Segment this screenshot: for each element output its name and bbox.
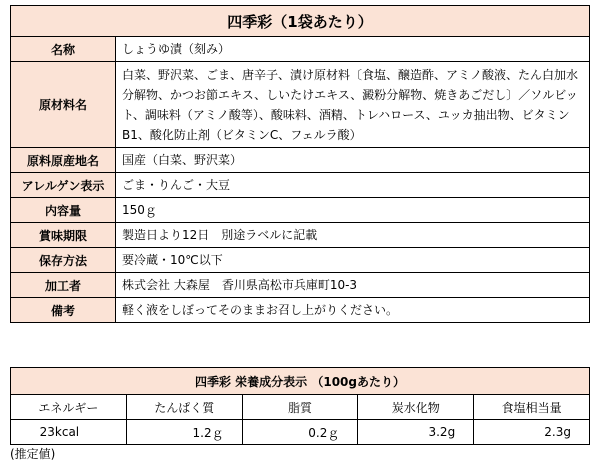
label-storage: 保存方法 bbox=[11, 248, 116, 273]
table-title: 四季彩（1袋あたり） bbox=[11, 6, 590, 37]
label-expiry: 賞味期限 bbox=[11, 223, 116, 248]
nutrition-value-fat: 0.2ｇ bbox=[242, 420, 358, 445]
value-ingredients: 白菜、野沢菜、ごま、唐辛子、漬け原材料〔食塩、醸造酢、アミノ酸液、たん白加水分解物、かつお節エキス、しいたけエキス、澱粉分解物、焼きあごだし〕／ソルビット、調味料（アミノ酸等）、酸味料、酒精、トレハロース、ユッカ抽出物、ビタミンB1、酸化防止剤（ビタミンC、フェルラ酸） bbox=[116, 62, 590, 148]
value-expiry: 製造日より12日 別途ラベルに記載 bbox=[116, 223, 590, 248]
nutrition-header-carbs: 炭水化物 bbox=[358, 395, 474, 420]
label-origin: 原料原産地名 bbox=[11, 148, 116, 173]
nutrition-header-energy: エネルギー bbox=[11, 395, 127, 420]
nutrition-header-salt: 食塩相当量 bbox=[474, 395, 590, 420]
value-content: 150ｇ bbox=[116, 198, 590, 223]
value-allergen: ごま・りんご・大豆 bbox=[116, 173, 590, 198]
nutrition-value-energy: 23kcal bbox=[11, 420, 127, 445]
label-allergen: アレルゲン表示 bbox=[11, 173, 116, 198]
estimate-note: (推定値) bbox=[10, 447, 56, 461]
value-storage: 要冷蔵・10℃以下 bbox=[116, 248, 590, 273]
value-processor: 株式会社 大森屋 香川県高松市兵庫町10-3 bbox=[116, 273, 590, 298]
value-remarks: 軽く液をしぼってそのままお召し上がりください。 bbox=[116, 298, 590, 323]
label-processor: 加工者 bbox=[11, 273, 116, 298]
nutrition-value-protein: 1.2ｇ bbox=[126, 420, 242, 445]
value-origin: 国産（白菜、野沢菜） bbox=[116, 148, 590, 173]
nutrition-value-salt: 2.3g bbox=[474, 420, 590, 445]
nutrition-header-protein: たんぱく質 bbox=[126, 395, 242, 420]
label-content: 内容量 bbox=[11, 198, 116, 223]
nutrition-title: 四季彩 栄養成分表示 （100gあたり） bbox=[11, 368, 590, 395]
product-info-table bbox=[10, 5, 590, 323]
label-name: 名称 bbox=[11, 37, 116, 62]
nutrition-header-fat: 脂質 bbox=[242, 395, 358, 420]
value-name: しょうゆ漬（刻み） bbox=[116, 37, 590, 62]
label-ingredients: 原材料名 bbox=[11, 62, 116, 148]
nutrition-table bbox=[10, 367, 590, 445]
nutrition-value-carbs: 3.2g bbox=[358, 420, 474, 445]
label-remarks: 備考 bbox=[11, 298, 116, 323]
